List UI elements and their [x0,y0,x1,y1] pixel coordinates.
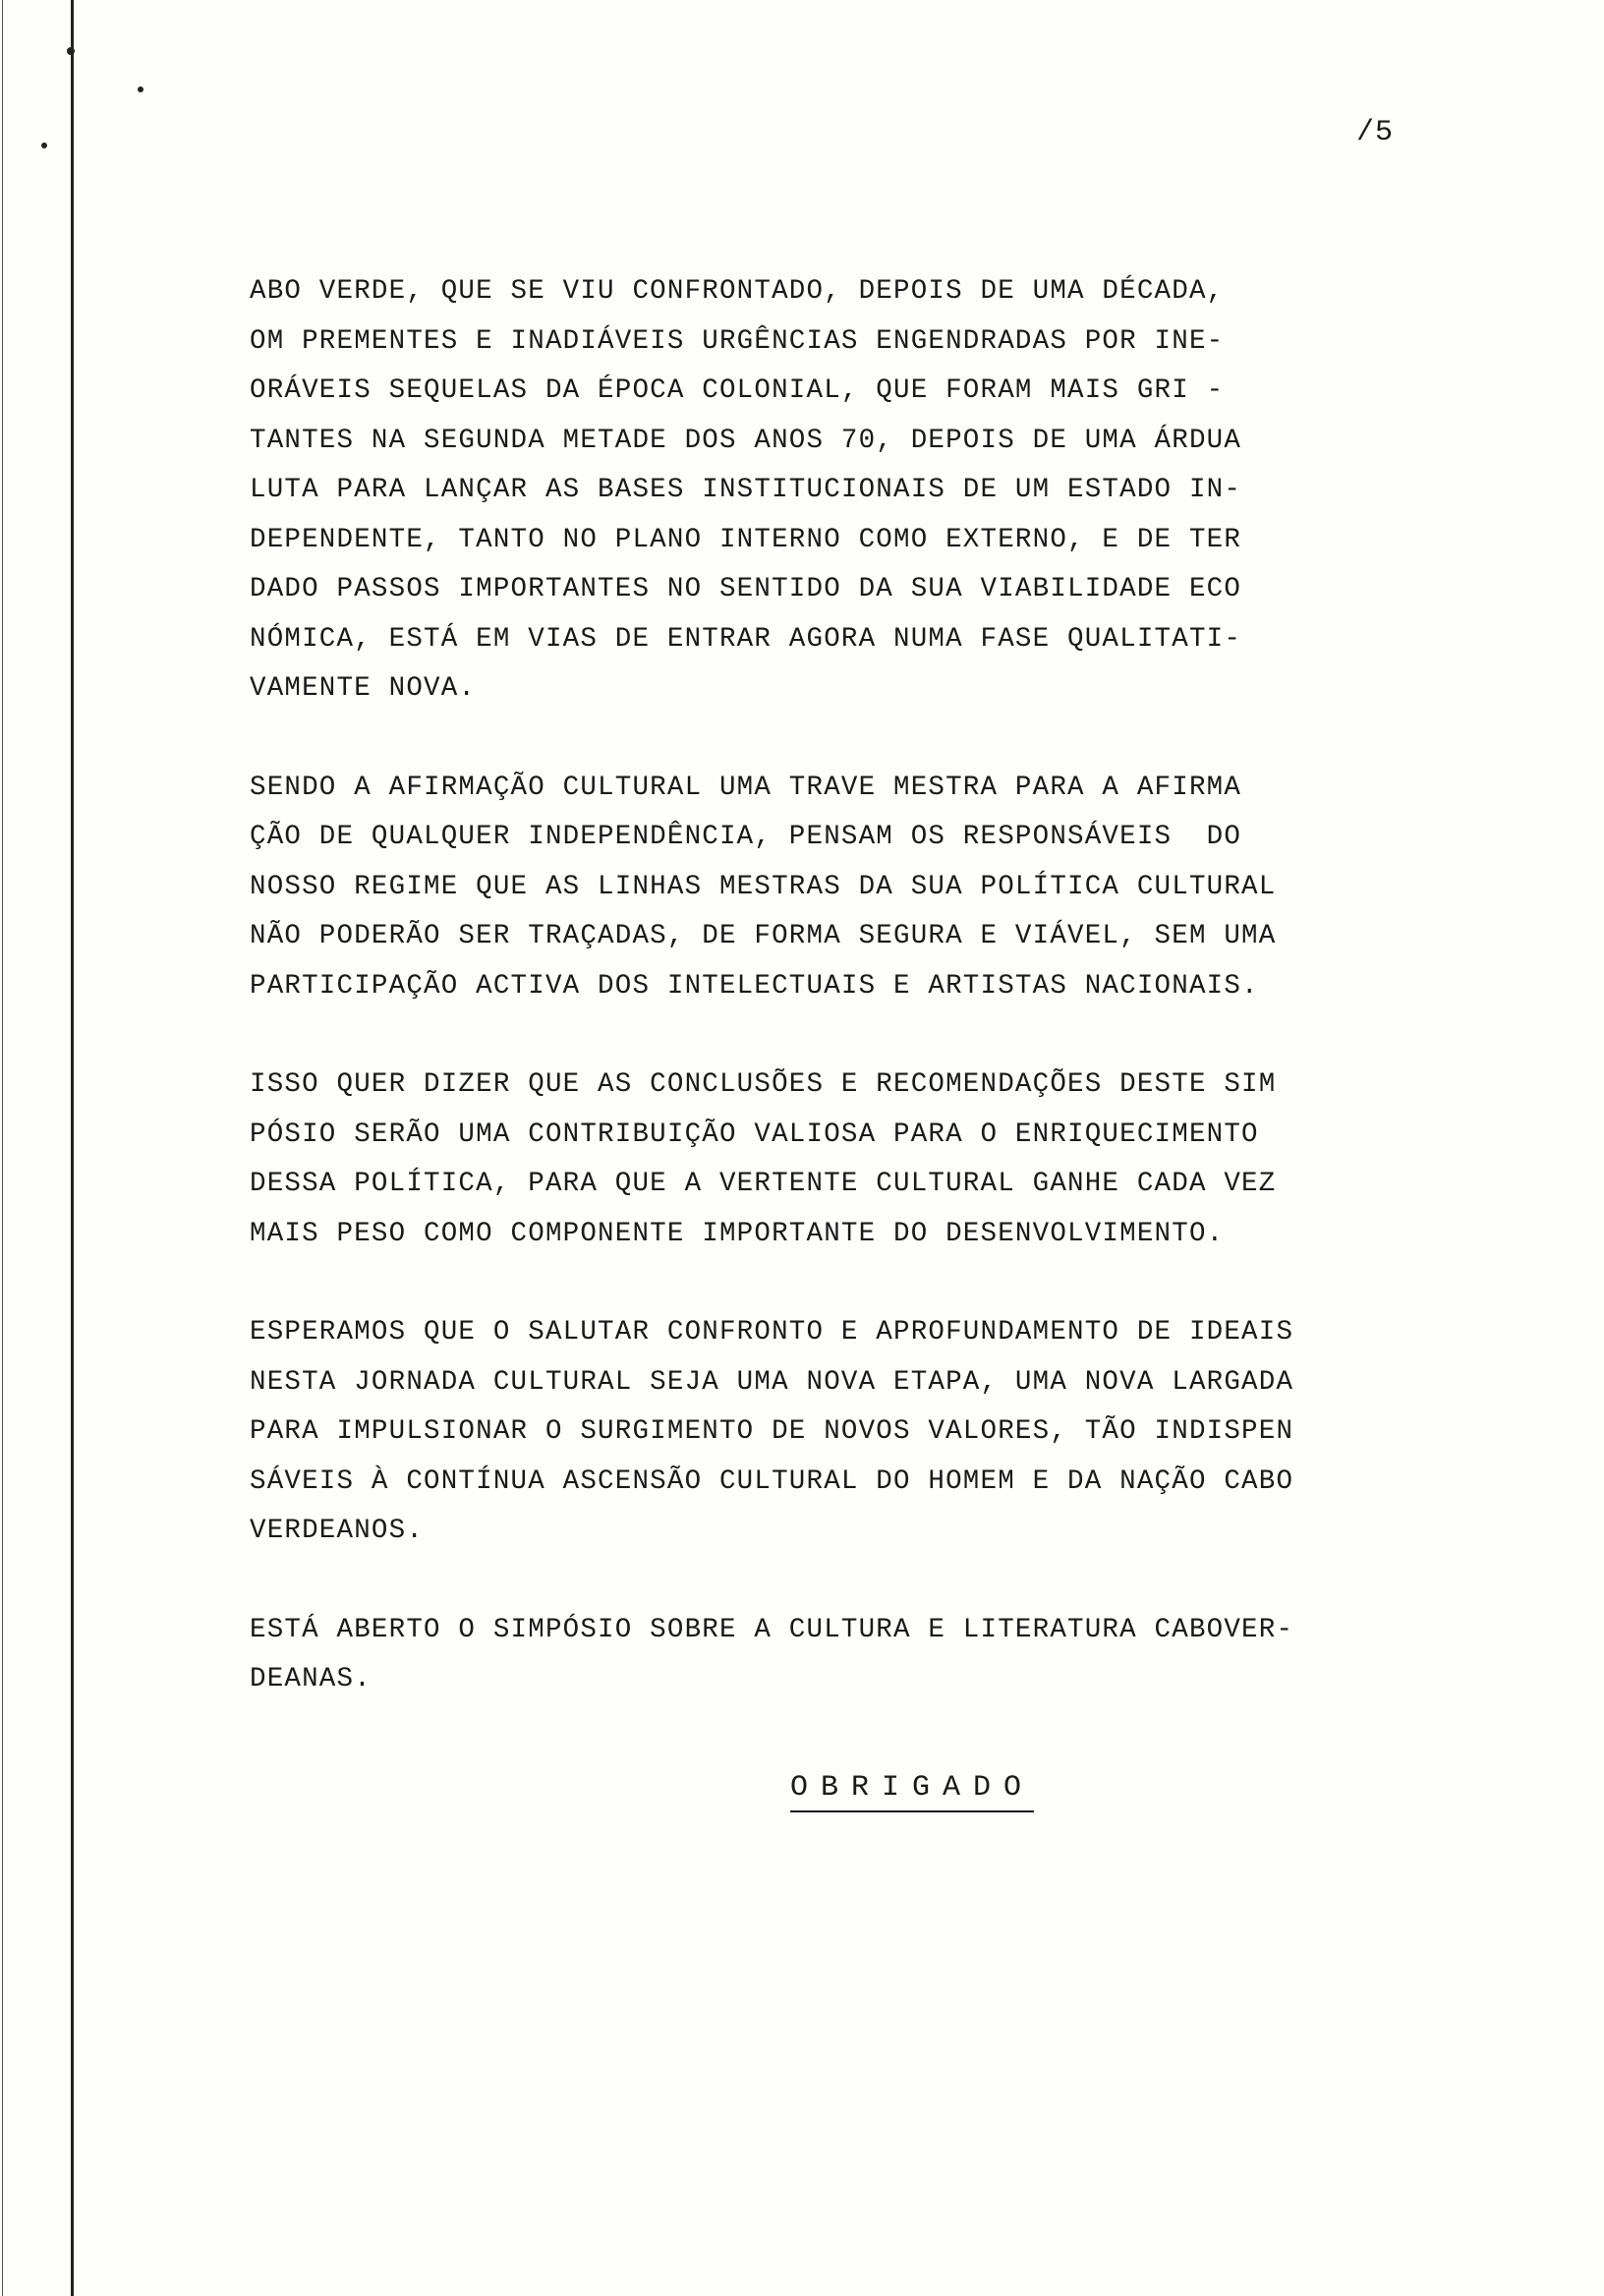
page-number: /5 [1356,116,1395,149]
text-line: SÁVEIS À CONTÍNUA ASCENSÃO CULTURAL DO HOMEM E DA NAÇÃO CABO [250,1465,1294,1497]
text-line: ORÁVEIS SEQUELAS DA ÉPOCA COLONIAL, QUE FORAM MAIS GRI - [250,375,1225,406]
text-line: NÓMICA, ESTÁ EM VIAS DE ENTRAR AGORA NUMA FASE QUALITATI- [250,623,1242,655]
text-line: MAIS PESO COMO COMPONENTE IMPORTANTE DO DESENVOLVIMENTO. [250,1218,1225,1249]
text-line: ESTÁ ABERTO O SIMPÓSIO SOBRE A CULTURA E LITERATURA CABOVER- [250,1614,1294,1645]
text-line: PARA IMPULSIONAR O SURGIMENTO DE NOVOS VALORES, TÃO INDISPEN [250,1416,1294,1447]
text-line: DADO PASSOS IMPORTANTES NO SENTIDO DA SUA VIABILIDADE ECO [250,574,1242,604]
text-line: OM PREMENTES E INADIÁVEIS URGÊNCIAS ENGENDRADAS POR INE- [250,325,1225,357]
scan-speck [67,47,75,55]
text-line: VAMENTE NOVA. [250,673,477,704]
paragraph-1 [250,267,1429,715]
text-line: PARTICIPAÇÃO ACTIVA DOS INTELECTUAIS E ARTISTAS NACIONAIS. [250,970,1259,1002]
text-line: NÃO PODERÃO SER TRAÇADAS, DE FORMA SEGURA E VIÁVEL, SEM UMA [250,921,1277,951]
text-line: TANTES NA SEGUNDA METADE DOS ANOS 70, DEPOIS DE UMA ÁRDUA [250,425,1242,456]
paragraph-3 [250,1061,1429,1259]
text-line: NOSSO REGIME QUE AS LINHAS MESTRAS DA SUA POLÍTICA CULTURAL [250,871,1277,902]
closing-word: OBRIGADO [790,1771,1034,1812]
text-line: LUTA PARA LANÇAR AS BASES INSTITUCIONAIS DE UM ESTADO IN- [250,475,1242,505]
text-line: NESTA JORNADA CULTURAL SEJA UMA NOVA ETAPA, UMA NOVA LARGADA [250,1366,1294,1398]
text-line: PÓSIO SERÃO UMA CONTRIBUIÇÃO VALIOSA PARA O ENRIQUECIMENTO [250,1119,1259,1150]
text-line: VERDEANOS. [250,1516,425,1546]
text-line: SENDO A AFIRMAÇÃO CULTURAL UMA TRAVE MESTRA PARA A AFIRMA [250,772,1242,803]
paragraph-4 [250,1308,1429,1557]
text-line: ESPERAMOS QUE O SALUTAR CONFRONTO E APROFUNDAMENTO DE IDEAIS [250,1317,1294,1348]
text-line: ISSO QUER DIZER QUE AS CONCLUSÕES E RECOMENDAÇÕES DESTE SIM [250,1069,1277,1100]
scan-edge-thin [2,0,3,2296]
text-line: DESSA POLÍTICA, PARA QUE A VERTENTE CULTURAL GANHE CADA VEZ [250,1169,1277,1199]
text-line: DEPENDENTE, TANTO NO PLANO INTERNO COMO EXTERNO, E DE TER [250,524,1242,555]
paragraph-5 [250,1606,1429,1705]
text-line: ABO VERDE, QUE SE VIU CONFRONTADO, DEPOIS DE UMA DÉCADA, [250,276,1225,307]
text-line: DEANAS. [250,1664,372,1694]
binding-margin-line [71,0,74,2296]
text-line: ÇÃO DE QUALQUER INDEPENDÊNCIA, PENSAM OS RESPONSÁVEIS DO [250,822,1242,852]
paragraph-2 [250,764,1429,1012]
letter-body [250,267,1429,1754]
scan-speck [41,143,47,148]
scan-speck [138,86,143,92]
